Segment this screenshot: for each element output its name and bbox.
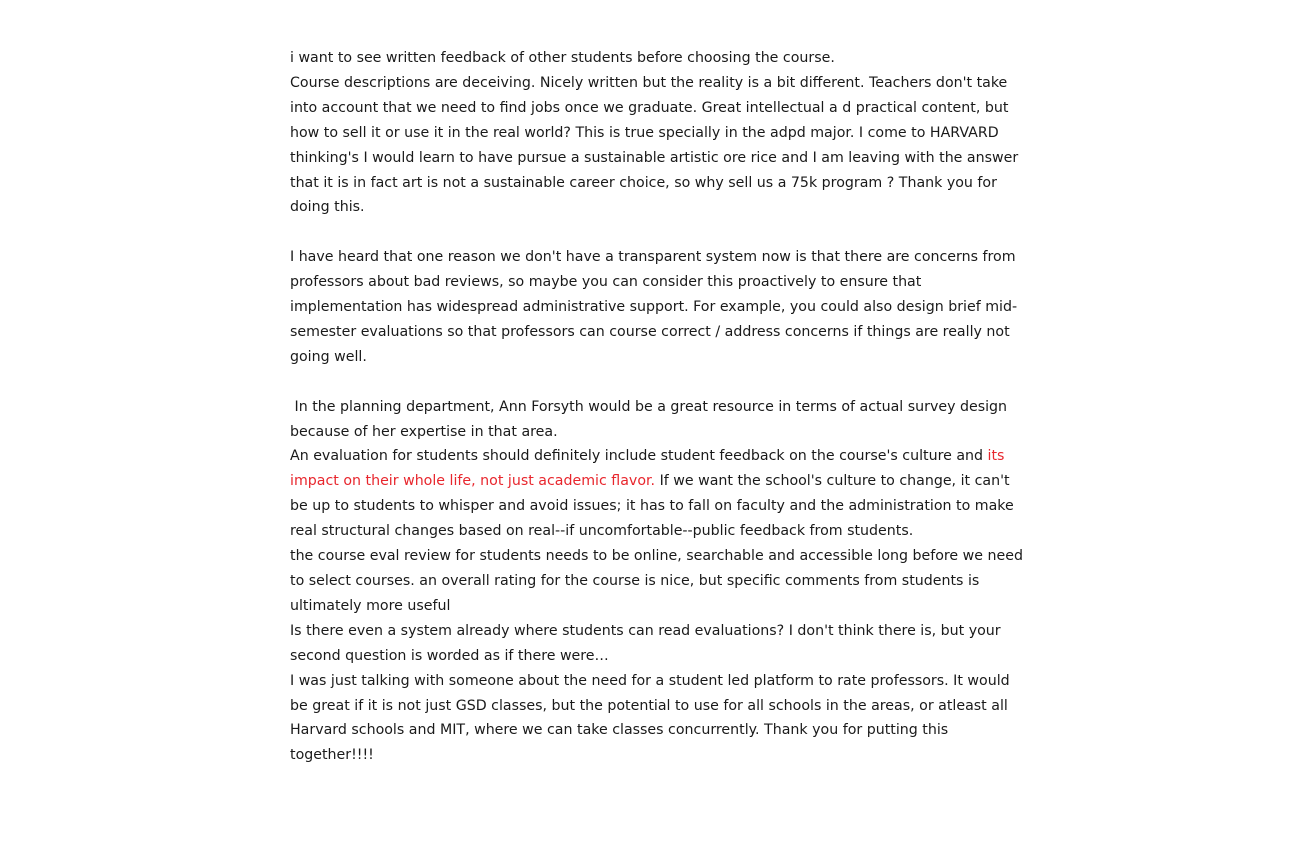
highlighted-text: its impact on their whole life, not just academic flavor. xyxy=(290,448,1005,490)
paragraph-gap xyxy=(290,220,1030,245)
comment-paragraph-5 xyxy=(290,444,1030,544)
comment-paragraph-2: Course descriptions are deceiving. Nicely written but the reality is a bit different. Teachers don't take into account that we need to find jobs once we graduate. Great intellectual a d practical content, but how to sell it or use it in the real world? This is true specially in the adpd major. I come to HARVARD thinking's I would learn to have pursue a sustainable artistic ore rice and I am leaving with the answer that it is in fact art is not a sustainable career choice, so why sell us a 75k program ? Thank you for doing this. xyxy=(290,74,1019,216)
comment-paragraph-7: Is there even a system already where students can read evaluations? I don't think there is, but your second question is worded as if there were… xyxy=(290,622,1001,664)
comment-paragraph-1: i want to see written feedback of other students before choosing the course. xyxy=(290,50,835,66)
paragraph-gap xyxy=(290,370,1030,395)
comment-paragraph-3: I have heard that one reason we don't have a transparent system now is that there are concerns from professors about bad reviews, so maybe you can consider this proactively to ensure that implementation has widespread administrative support. For example, you could also design brief mid-semester evaluations so that professors can course correct / address concerns if things are really not going well. xyxy=(290,249,1018,365)
comment-text: If we want the school's culture to change, it can't be up to students to whisper and avoid issues; it has to fall on faculty and the administration to make real structural changes based on real--if uncomfortable--public feedback from students. xyxy=(290,473,1014,540)
comment-paragraph-6: the course eval review for students needs to be online, searchable and accessible long before we need to select courses. an overall rating for the course is nice, but specific comments from students is ultimately more useful xyxy=(290,548,1023,614)
comment-paragraph-8: I was just talking with someone about the need for a student led platform to rate professors. It would be great if it is not just GSD classes, but the potential to use for all schools in the areas, or atleast all Harvard schools and MIT, where we can take classes concurrently. Thank you for putting this together!!!! xyxy=(290,672,1010,764)
comment-text: An evaluation for students should definitely include student feedback on the course's culture and xyxy=(290,448,988,465)
document-body xyxy=(290,46,1030,768)
comment-paragraph-4: In the planning department, Ann Forsyth would be a great resource in terms of actual survey design because of her expertise in that area. xyxy=(290,398,1012,440)
